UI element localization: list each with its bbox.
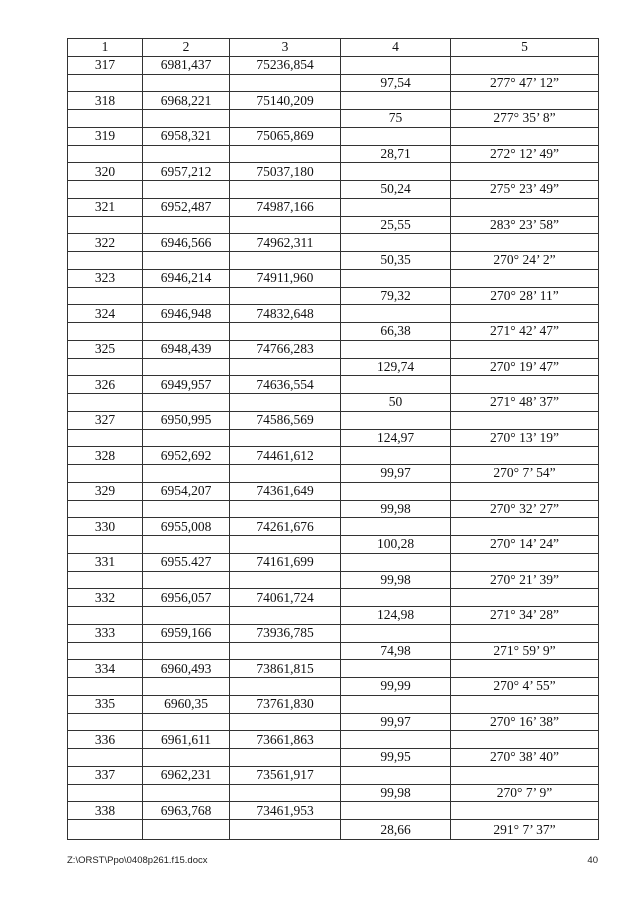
coordinates-table xyxy=(67,38,599,840)
distance-cell xyxy=(341,482,451,500)
bearing-cell: 270° 32’ 27” xyxy=(451,500,599,518)
x-coordinate-cell xyxy=(143,749,230,767)
bearing-cell: 271° 59’ 9” xyxy=(451,642,599,660)
bearing-cell xyxy=(451,731,599,749)
point-number-cell xyxy=(68,713,143,731)
point-number-cell: 326 xyxy=(68,376,143,394)
table-row xyxy=(68,287,599,305)
table-row xyxy=(68,323,599,341)
x-coordinate-cell xyxy=(143,678,230,696)
y-coordinate-cell: 74361,649 xyxy=(230,482,341,500)
table-row xyxy=(68,465,599,483)
distance-cell: 99,98 xyxy=(341,571,451,589)
y-coordinate-cell xyxy=(230,678,341,696)
point-number-cell xyxy=(68,678,143,696)
point-number-cell: 322 xyxy=(68,234,143,252)
point-number-cell: 317 xyxy=(68,56,143,74)
y-coordinate-cell xyxy=(230,536,341,554)
x-coordinate-cell xyxy=(143,74,230,92)
table-row xyxy=(68,411,599,429)
point-number-cell xyxy=(68,642,143,660)
table-row xyxy=(68,340,599,358)
header-cell-2: 2 xyxy=(143,39,230,57)
distance-cell: 99,98 xyxy=(341,500,451,518)
point-number-cell: 327 xyxy=(68,411,143,429)
point-number-cell xyxy=(68,429,143,447)
y-coordinate-cell xyxy=(230,465,341,483)
table-row xyxy=(68,376,599,394)
bearing-cell xyxy=(451,624,599,642)
point-number-cell xyxy=(68,465,143,483)
point-number-cell: 337 xyxy=(68,766,143,784)
bearing-cell xyxy=(451,198,599,216)
point-number-cell: 334 xyxy=(68,660,143,678)
point-number-cell: 318 xyxy=(68,92,143,110)
distance-cell xyxy=(341,411,451,429)
x-coordinate-cell: 6961,611 xyxy=(143,731,230,749)
point-number-cell xyxy=(68,784,143,802)
x-coordinate-cell: 6960,493 xyxy=(143,660,230,678)
bearing-cell xyxy=(451,127,599,145)
table-row xyxy=(68,429,599,447)
x-coordinate-cell: 6960,35 xyxy=(143,695,230,713)
point-number-cell xyxy=(68,287,143,305)
table-row xyxy=(68,127,599,145)
bearing-cell xyxy=(451,269,599,287)
table-row xyxy=(68,394,599,412)
distance-cell: 28,66 xyxy=(341,820,451,840)
distance-cell: 25,55 xyxy=(341,216,451,234)
point-number-cell: 330 xyxy=(68,518,143,536)
x-coordinate-cell xyxy=(143,465,230,483)
distance-cell xyxy=(341,589,451,607)
distance-cell xyxy=(341,127,451,145)
bearing-cell xyxy=(451,660,599,678)
distance-cell xyxy=(341,660,451,678)
bearing-cell: 270° 4’ 55” xyxy=(451,678,599,696)
y-coordinate-cell xyxy=(230,642,341,660)
x-coordinate-cell: 6952,692 xyxy=(143,447,230,465)
x-coordinate-cell: 6968,221 xyxy=(143,92,230,110)
y-coordinate-cell: 73761,830 xyxy=(230,695,341,713)
table-row xyxy=(68,216,599,234)
table-row xyxy=(68,642,599,660)
y-coordinate-cell: 74061,724 xyxy=(230,589,341,607)
distance-cell xyxy=(341,198,451,216)
y-coordinate-cell xyxy=(230,820,341,840)
bearing-cell xyxy=(451,482,599,500)
point-number-cell xyxy=(68,181,143,199)
bearing-cell xyxy=(451,411,599,429)
y-coordinate-cell xyxy=(230,216,341,234)
y-coordinate-cell: 73461,953 xyxy=(230,802,341,820)
table-row xyxy=(68,181,599,199)
table-row xyxy=(68,713,599,731)
x-coordinate-cell: 6962,231 xyxy=(143,766,230,784)
table-body xyxy=(68,56,599,839)
x-coordinate-cell xyxy=(143,216,230,234)
table-row xyxy=(68,571,599,589)
bearing-cell: 270° 21’ 39” xyxy=(451,571,599,589)
x-coordinate-cell: 6949,957 xyxy=(143,376,230,394)
bearing-cell xyxy=(451,447,599,465)
x-coordinate-cell xyxy=(143,145,230,163)
x-coordinate-cell: 6948,439 xyxy=(143,340,230,358)
x-coordinate-cell: 6950,995 xyxy=(143,411,230,429)
y-coordinate-cell xyxy=(230,252,341,270)
x-coordinate-cell xyxy=(143,607,230,625)
table-row xyxy=(68,749,599,767)
point-number-cell: 336 xyxy=(68,731,143,749)
y-coordinate-cell: 74832,648 xyxy=(230,305,341,323)
table-row xyxy=(68,784,599,802)
table-row xyxy=(68,500,599,518)
x-coordinate-cell xyxy=(143,287,230,305)
y-coordinate-cell xyxy=(230,323,341,341)
point-number-cell: 338 xyxy=(68,802,143,820)
table-row xyxy=(68,358,599,376)
point-number-cell xyxy=(68,323,143,341)
bearing-cell: 271° 34’ 28” xyxy=(451,607,599,625)
y-coordinate-cell xyxy=(230,358,341,376)
distance-cell: 74,98 xyxy=(341,642,451,660)
bearing-cell: 291° 7’ 37” xyxy=(451,820,599,840)
header-cell-3: 3 xyxy=(230,39,341,57)
x-coordinate-cell: 6954,207 xyxy=(143,482,230,500)
y-coordinate-cell xyxy=(230,110,341,128)
table-row xyxy=(68,92,599,110)
point-number-cell xyxy=(68,74,143,92)
x-coordinate-cell xyxy=(143,323,230,341)
x-coordinate-cell xyxy=(143,536,230,554)
bearing-cell: 275° 23’ 49” xyxy=(451,181,599,199)
bearing-cell xyxy=(451,340,599,358)
distance-cell xyxy=(341,695,451,713)
bearing-cell xyxy=(451,163,599,181)
x-coordinate-cell: 6946,948 xyxy=(143,305,230,323)
bearing-cell xyxy=(451,553,599,571)
y-coordinate-cell xyxy=(230,429,341,447)
bearing-cell: 270° 7’ 9” xyxy=(451,784,599,802)
footer-page-number: 40 xyxy=(587,855,598,866)
point-number-cell xyxy=(68,145,143,163)
bearing-cell: 270° 7’ 54” xyxy=(451,465,599,483)
bearing-cell: 272° 12’ 49” xyxy=(451,145,599,163)
y-coordinate-cell: 73661,863 xyxy=(230,731,341,749)
x-coordinate-cell: 6956,057 xyxy=(143,589,230,607)
table-header-row xyxy=(68,39,599,57)
y-coordinate-cell xyxy=(230,571,341,589)
y-coordinate-cell: 74962,311 xyxy=(230,234,341,252)
point-number-cell: 324 xyxy=(68,305,143,323)
x-coordinate-cell xyxy=(143,358,230,376)
y-coordinate-cell: 75065,869 xyxy=(230,127,341,145)
point-number-cell xyxy=(68,216,143,234)
distance-cell: 97,54 xyxy=(341,74,451,92)
y-coordinate-cell: 75140,209 xyxy=(230,92,341,110)
table-row xyxy=(68,820,599,840)
y-coordinate-cell: 75037,180 xyxy=(230,163,341,181)
point-number-cell: 319 xyxy=(68,127,143,145)
distance-cell xyxy=(341,56,451,74)
bearing-cell: 283° 23’ 58” xyxy=(451,216,599,234)
table-row xyxy=(68,624,599,642)
table-row xyxy=(68,56,599,74)
y-coordinate-cell: 74161,699 xyxy=(230,553,341,571)
bearing-cell xyxy=(451,766,599,784)
x-coordinate-cell xyxy=(143,181,230,199)
distance-cell: 129,74 xyxy=(341,358,451,376)
bearing-cell: 270° 13’ 19” xyxy=(451,429,599,447)
table-row xyxy=(68,766,599,784)
point-number-cell xyxy=(68,607,143,625)
header-cell-4: 4 xyxy=(341,39,451,57)
table-row xyxy=(68,163,599,181)
point-number-cell: 325 xyxy=(68,340,143,358)
table-row xyxy=(68,234,599,252)
bearing-cell xyxy=(451,305,599,323)
x-coordinate-cell: 6963,768 xyxy=(143,802,230,820)
point-number-cell xyxy=(68,749,143,767)
y-coordinate-cell: 74766,283 xyxy=(230,340,341,358)
point-number-cell: 328 xyxy=(68,447,143,465)
table-row xyxy=(68,660,599,678)
y-coordinate-cell xyxy=(230,784,341,802)
distance-cell xyxy=(341,731,451,749)
bearing-cell xyxy=(451,695,599,713)
bearing-cell xyxy=(451,518,599,536)
y-coordinate-cell: 74911,960 xyxy=(230,269,341,287)
distance-cell: 99,99 xyxy=(341,678,451,696)
table-row xyxy=(68,731,599,749)
point-number-cell: 332 xyxy=(68,589,143,607)
x-coordinate-cell: 6952,487 xyxy=(143,198,230,216)
point-number-cell xyxy=(68,500,143,518)
x-coordinate-cell xyxy=(143,713,230,731)
distance-cell xyxy=(341,518,451,536)
x-coordinate-cell: 6981,437 xyxy=(143,56,230,74)
distance-cell: 99,98 xyxy=(341,784,451,802)
header-cell-1: 1 xyxy=(68,39,143,57)
y-coordinate-cell xyxy=(230,181,341,199)
table-row xyxy=(68,74,599,92)
distance-cell: 100,28 xyxy=(341,536,451,554)
distance-cell xyxy=(341,447,451,465)
distance-cell: 79,32 xyxy=(341,287,451,305)
table-row xyxy=(68,802,599,820)
x-coordinate-cell xyxy=(143,252,230,270)
bearing-cell: 270° 38’ 40” xyxy=(451,749,599,767)
point-number-cell: 329 xyxy=(68,482,143,500)
point-number-cell xyxy=(68,110,143,128)
point-number-cell xyxy=(68,358,143,376)
bearing-cell xyxy=(451,92,599,110)
table-row xyxy=(68,145,599,163)
bearing-cell: 271° 48’ 37” xyxy=(451,394,599,412)
y-coordinate-cell xyxy=(230,749,341,767)
y-coordinate-cell xyxy=(230,500,341,518)
distance-cell xyxy=(341,340,451,358)
table-row xyxy=(68,553,599,571)
bearing-cell: 270° 16’ 38” xyxy=(451,713,599,731)
y-coordinate-cell: 74987,166 xyxy=(230,198,341,216)
distance-cell xyxy=(341,376,451,394)
bearing-cell: 270° 14’ 24” xyxy=(451,536,599,554)
point-number-cell: 333 xyxy=(68,624,143,642)
footer-file-path: Z:\ORST\Ppo\0408p261.f15.docx xyxy=(67,855,208,866)
bearing-cell xyxy=(451,56,599,74)
header-cell-5: 5 xyxy=(451,39,599,57)
table-row xyxy=(68,305,599,323)
distance-cell: 50,24 xyxy=(341,181,451,199)
y-coordinate-cell xyxy=(230,607,341,625)
x-coordinate-cell: 6955.427 xyxy=(143,553,230,571)
bearing-cell: 277° 47’ 12” xyxy=(451,74,599,92)
distance-cell: 28,71 xyxy=(341,145,451,163)
point-number-cell: 321 xyxy=(68,198,143,216)
table-row xyxy=(68,110,599,128)
x-coordinate-cell xyxy=(143,642,230,660)
x-coordinate-cell: 6959,166 xyxy=(143,624,230,642)
x-coordinate-cell: 6955,008 xyxy=(143,518,230,536)
distance-cell xyxy=(341,802,451,820)
x-coordinate-cell xyxy=(143,500,230,518)
point-number-cell: 331 xyxy=(68,553,143,571)
distance-cell: 124,97 xyxy=(341,429,451,447)
x-coordinate-cell: 6946,214 xyxy=(143,269,230,287)
point-number-cell xyxy=(68,571,143,589)
distance-cell: 50 xyxy=(341,394,451,412)
x-coordinate-cell xyxy=(143,571,230,589)
distance-cell xyxy=(341,305,451,323)
table-row xyxy=(68,678,599,696)
y-coordinate-cell xyxy=(230,74,341,92)
y-coordinate-cell xyxy=(230,713,341,731)
table-row xyxy=(68,607,599,625)
y-coordinate-cell xyxy=(230,394,341,412)
x-coordinate-cell xyxy=(143,110,230,128)
bearing-cell: 271° 42’ 47” xyxy=(451,323,599,341)
distance-cell xyxy=(341,92,451,110)
x-coordinate-cell xyxy=(143,429,230,447)
bearing-cell xyxy=(451,376,599,394)
x-coordinate-cell xyxy=(143,784,230,802)
y-coordinate-cell xyxy=(230,145,341,163)
table-row xyxy=(68,269,599,287)
distance-cell: 75 xyxy=(341,110,451,128)
bearing-cell: 270° 24’ 2” xyxy=(451,252,599,270)
y-coordinate-cell: 74586,569 xyxy=(230,411,341,429)
distance-cell xyxy=(341,624,451,642)
x-coordinate-cell xyxy=(143,394,230,412)
table-row xyxy=(68,536,599,554)
x-coordinate-cell: 6957,212 xyxy=(143,163,230,181)
table-row xyxy=(68,589,599,607)
x-coordinate-cell xyxy=(143,820,230,840)
point-number-cell: 320 xyxy=(68,163,143,181)
distance-cell xyxy=(341,163,451,181)
x-coordinate-cell: 6958,321 xyxy=(143,127,230,145)
distance-cell xyxy=(341,766,451,784)
y-coordinate-cell: 74261,676 xyxy=(230,518,341,536)
point-number-cell: 323 xyxy=(68,269,143,287)
y-coordinate-cell: 73561,917 xyxy=(230,766,341,784)
y-coordinate-cell: 74461,612 xyxy=(230,447,341,465)
table-row xyxy=(68,198,599,216)
distance-cell xyxy=(341,553,451,571)
distance-cell xyxy=(341,234,451,252)
point-number-cell xyxy=(68,536,143,554)
distance-cell: 99,97 xyxy=(341,713,451,731)
table-row xyxy=(68,518,599,536)
distance-cell xyxy=(341,269,451,287)
y-coordinate-cell: 73936,785 xyxy=(230,624,341,642)
bearing-cell xyxy=(451,802,599,820)
distance-cell: 124,98 xyxy=(341,607,451,625)
bearing-cell: 270° 19’ 47” xyxy=(451,358,599,376)
y-coordinate-cell: 73861,815 xyxy=(230,660,341,678)
y-coordinate-cell: 74636,554 xyxy=(230,376,341,394)
y-coordinate-cell xyxy=(230,287,341,305)
point-number-cell: 335 xyxy=(68,695,143,713)
distance-cell: 99,95 xyxy=(341,749,451,767)
table-row xyxy=(68,695,599,713)
point-number-cell xyxy=(68,820,143,840)
x-coordinate-cell: 6946,566 xyxy=(143,234,230,252)
table-row xyxy=(68,482,599,500)
bearing-cell xyxy=(451,589,599,607)
bearing-cell: 277° 35’ 8” xyxy=(451,110,599,128)
bearing-cell: 270° 28’ 11” xyxy=(451,287,599,305)
distance-cell: 99,97 xyxy=(341,465,451,483)
table-row xyxy=(68,252,599,270)
bearing-cell xyxy=(451,234,599,252)
point-number-cell xyxy=(68,252,143,270)
distance-cell: 66,38 xyxy=(341,323,451,341)
table-row xyxy=(68,447,599,465)
y-coordinate-cell: 75236,854 xyxy=(230,56,341,74)
point-number-cell xyxy=(68,394,143,412)
distance-cell: 50,35 xyxy=(341,252,451,270)
